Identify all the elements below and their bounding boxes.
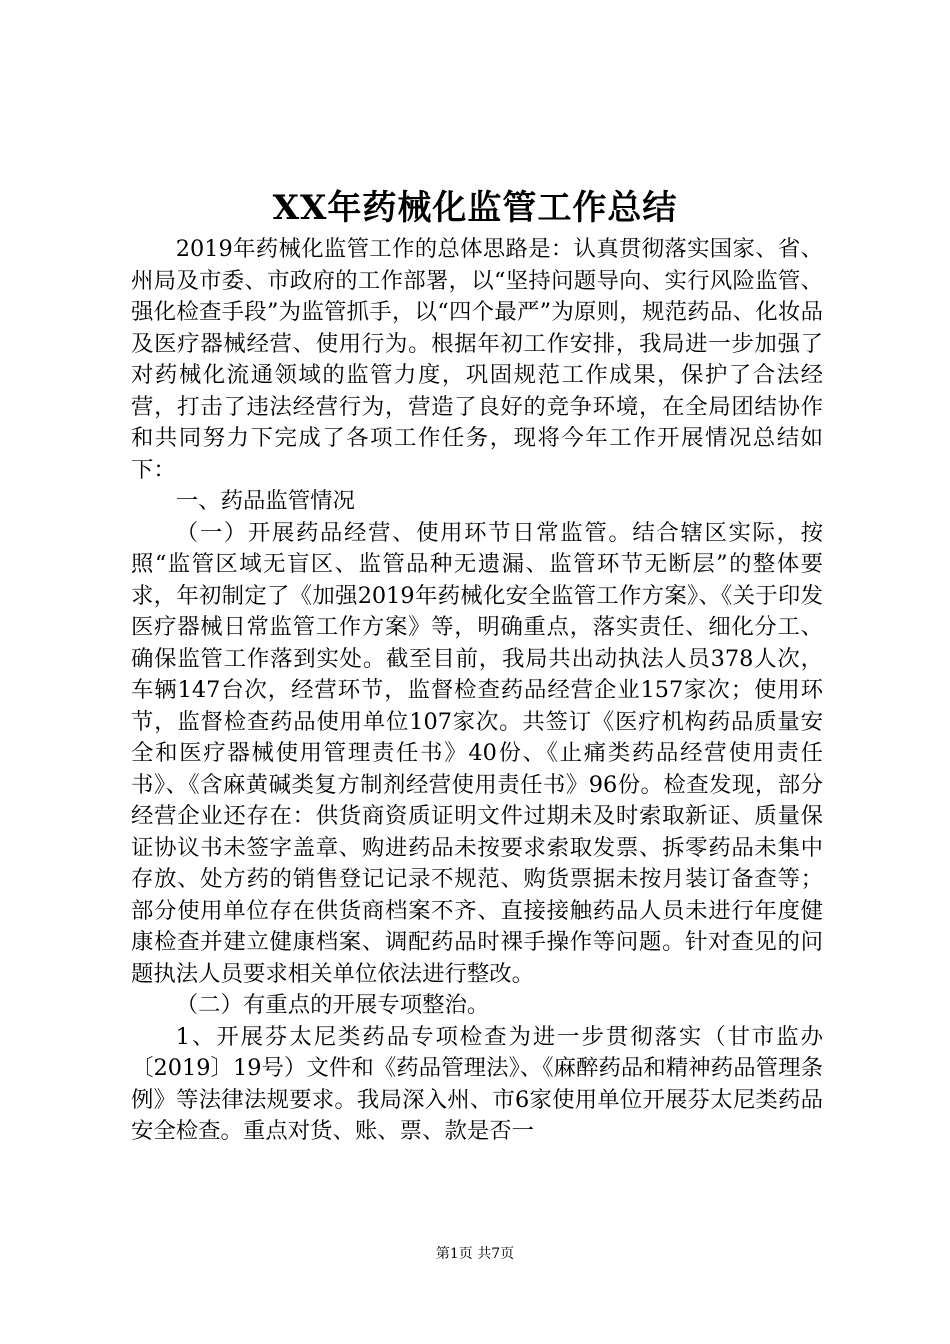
section-heading-drug-supervision: 一、药品监管情况 — [175, 488, 355, 514]
document-body — [131, 234, 823, 1148]
fentanyl-inspection-paragraph: 1、开展芬太尼类药品专项检查为进一步贯彻落实（甘市监办〔2019〕19号）文件和《药品管理法》、《麻醉药品和精神药品管理条例》等法律法规要求。我局深入州、市6家使用单位开展芬太尼类药品安全检查。重点对货、账、票、款是否一 — [131, 1023, 823, 1144]
subsection-special-rectification-heading: （二）有重点的开展专项整治。 — [175, 992, 490, 1018]
document-title: XX年药械化监管工作总结 — [272, 188, 678, 228]
subsection-daily-supervision-paragraph: （一）开展药品经营、使用环节日常监管。结合辖区实际，按照“监管区域无盲区、监管品种无遗漏、监管环节无断层”的整体要求，年初制定了《加强2019年药械化安全监管工作方案》、《关于印发医疗器械日常监管工作方案》等，明确重点，落实责任、细化分工、确保监管工作落到实处。截至目前，我局共出动执法人员378人次，车辆147台次，经营环节，监督检查药品经营企业157家次；使用环节，监督检查药品使用单位107家次。共签订《医疗机构药品质量安全和医疗器械使用管理责任书》40份、《止痛类药品经营使用责任书》、《含麻黄碱类复方制剂经营使用责任书》96份。检查发现，部分经营企业还存在：供货商资质证明文件过期未及时索取新证、质量保证协议书未签字盖章、购进药品未按要求索取发票、拆零药品未集中存放、处方药的销售登记记录不规范、购货票据未按月装订备查等；部分使用单位存在供货商档案不齐、直接接触药品人员未进行年度健康检查并建立健康档案、调配药品时裸手操作等问题。针对查见的问题执法人员要求相关单位依法进行整改。 — [131, 519, 823, 987]
intro-paragraph: 2019年药械化监管工作的总体思路是：认真贯彻落实国家、省、州局及市委、市政府的工作部署，以“坚持问题导向、实行风险监管、强化检查手段”为监管抓手，以“四个最严”为原则，规范药品、化妆品及医疗器械经营、使用行为。根据年初工作安排，我局进一步加强了对药械化流通领域的监管力度，巩固规范工作成果，保护了合法经营，打击了违法经营行为，营造了良好的竞争环境，在全局团结协作和共同努力下完成了各项工作任务，现将今年工作开展情况总结如下： — [131, 236, 823, 483]
page-footer: 第1页 共7页 — [435, 1246, 515, 1262]
